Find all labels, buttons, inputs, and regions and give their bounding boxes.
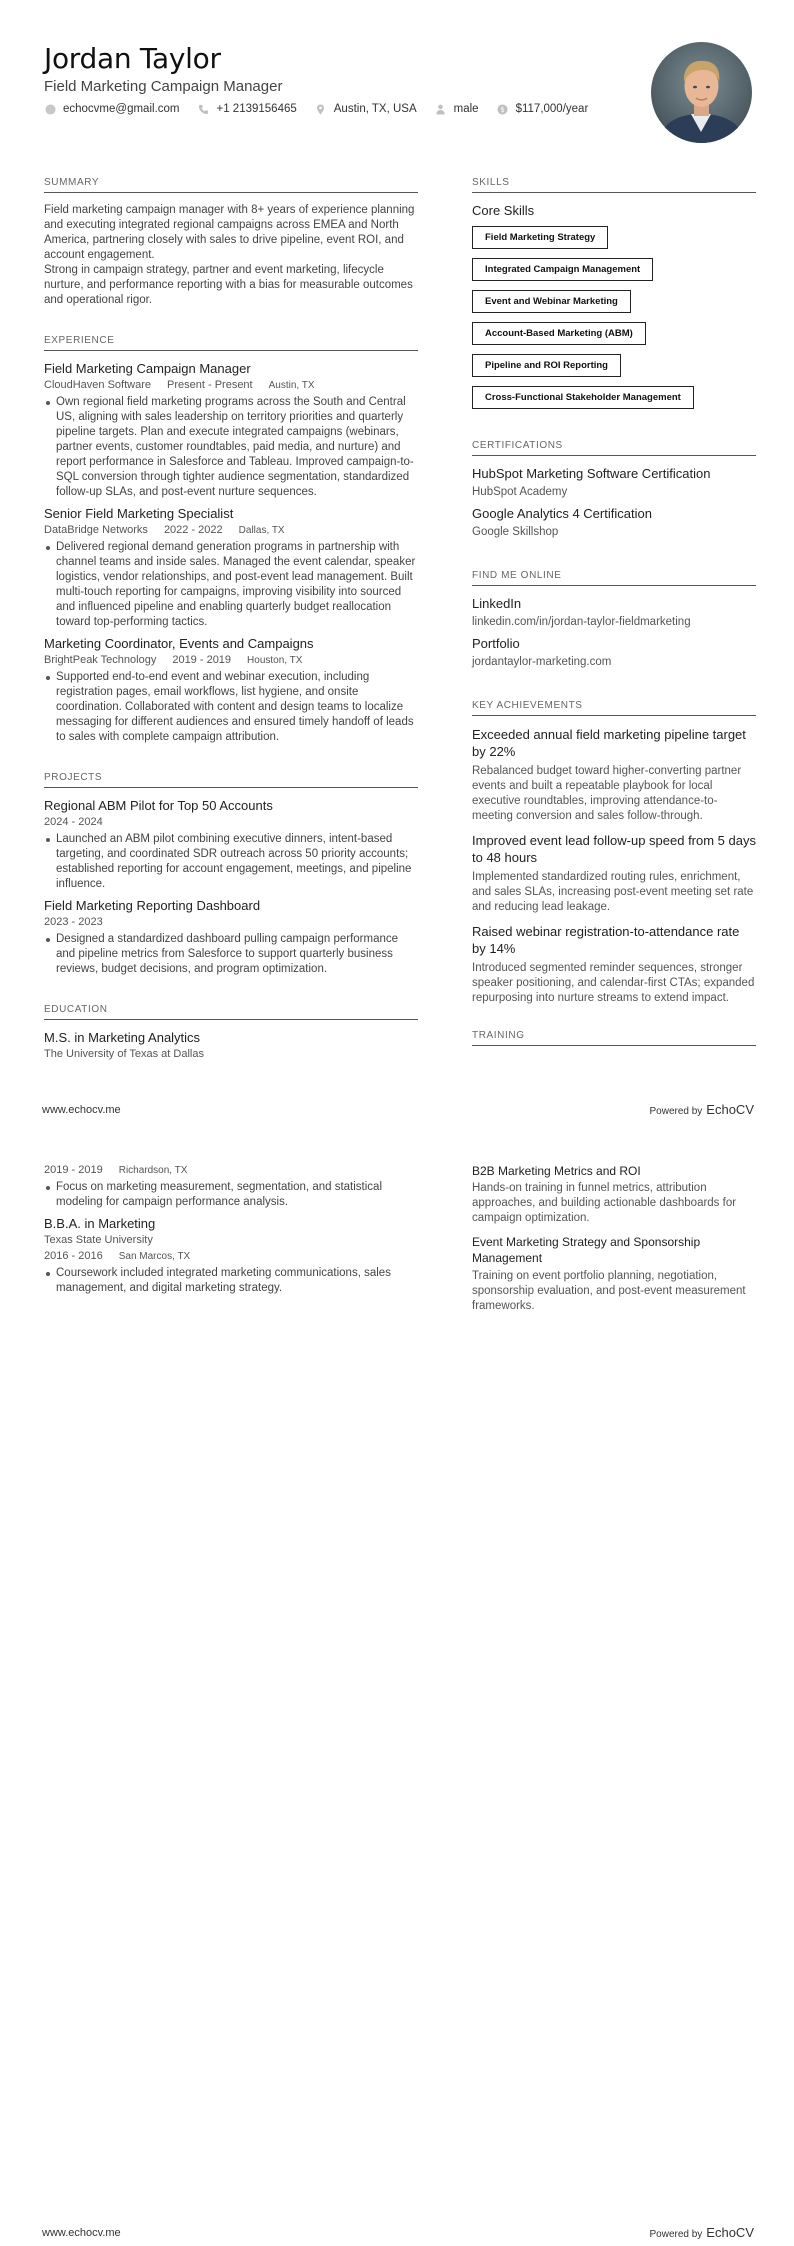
svg-text:$: $ (500, 105, 505, 114)
person-icon (435, 103, 447, 115)
brand-logo: EchoCV (706, 1102, 754, 1117)
summary-heading: SUMMARY (44, 177, 418, 193)
job-meta (44, 379, 418, 391)
education-heading: EDUCATION (44, 1004, 418, 1020)
company-name: CloudHaven Software (44, 379, 152, 391)
cert-issuer: HubSpot Academy (472, 486, 568, 498)
experience-section (44, 335, 418, 745)
experience-item (44, 636, 418, 745)
job-title: Senior Field Marketing Specialist (44, 506, 234, 521)
footer-powered-by (649, 2225, 754, 2240)
education-item (44, 1216, 418, 1296)
education-dates: 2019 - 2019 (44, 1164, 103, 1176)
training-section (472, 1030, 756, 1046)
experience-heading: EXPERIENCE (44, 335, 418, 351)
footer-website[interactable]: www.echocv.me (42, 1104, 121, 1116)
project-bullets (44, 832, 418, 892)
job-bullets (44, 670, 418, 745)
contact-location (315, 103, 417, 115)
achievement-desc: Rebalanced budget toward higher-converting partner events and built a repeatable playbook for local executive roundtables, improving attendance-to-meeting conversion and sales follow-through. (472, 765, 742, 822)
location-text: Austin, TX, USA (333, 103, 417, 115)
salary-text: $117,000/year (515, 103, 589, 115)
job-location: Dallas, TX (238, 524, 285, 536)
contact-email[interactable] (44, 103, 180, 115)
job-title: Marketing Coordinator, Events and Campaigns (44, 636, 314, 651)
job-bullets (44, 395, 418, 500)
project-bullets (44, 932, 418, 977)
achievement-title: Improved event lead follow-up speed from 5 days to 48 hours (472, 833, 756, 865)
achievements-heading: KEY ACHIEVEMENTS (472, 700, 756, 716)
job-location: Austin, TX (268, 379, 315, 391)
training-desc: Hands-on training in funnel metrics, attribution approaches, and building actionable dashboards for campaign optimization. (472, 1182, 737, 1224)
job-title: Field Marketing Campaign Manager (44, 361, 251, 376)
job-meta (44, 524, 418, 536)
achievement-desc: Introduced segmented reminder sequences, stronger speaker positioning, and calendar-first CTAs; expanded repurposing into nurture streams to extend impact. (472, 962, 755, 1004)
cert-name: Google Analytics 4 Certification (472, 506, 652, 521)
online-heading: FIND ME ONLINE (472, 570, 756, 586)
project-title: Regional ABM Pilot for Top 50 Accounts (44, 798, 273, 813)
cert-issuer: Google Skillshop (472, 526, 559, 538)
project-dates: 2023 - 2023 (44, 916, 103, 928)
achievement-title: Exceeded annual field marketing pipeline target by 22% (472, 727, 746, 759)
education-bullets (44, 1266, 418, 1296)
candidate-title: Field Marketing Campaign Manager (44, 78, 283, 95)
project-item (44, 898, 418, 977)
left-column (44, 177, 418, 1064)
skill-tag: Cross-Functional Stakeholder Management (472, 386, 694, 409)
left-column (44, 1164, 418, 1296)
online-label: Portfolio (472, 636, 520, 651)
experience-item (44, 361, 418, 500)
training-heading: TRAINING (472, 1030, 756, 1046)
skills-section (472, 177, 756, 418)
summary-section (44, 177, 418, 308)
gender-text: male (453, 103, 479, 115)
degree-title: B.B.A. in Marketing (44, 1216, 156, 1231)
education-item (44, 1164, 418, 1210)
resume-page-2 (0, 1123, 794, 2246)
summary-paragraph: Field marketing campaign manager with 8+ years of experience planning and executing integrated regional campaigns across EMEA and North America, partnering closely with sales to drive pipeline, event ROI, and account engagement. (44, 204, 415, 261)
online-label: LinkedIn (472, 596, 522, 611)
linkedin-link[interactable]: linkedin.com/in/jordan-taylor-fieldmarketing (472, 616, 691, 628)
education-location: San Marcos, TX (118, 1250, 191, 1262)
certifications-heading: CERTIFICATIONS (472, 440, 756, 456)
phone-text: +1 2139156465 (216, 103, 297, 115)
contact-salary (497, 103, 589, 115)
skill-tag: Event and Webinar Marketing (472, 290, 631, 313)
training-title: B2B Marketing Metrics and ROI (472, 1164, 641, 1178)
project-bullet: Launched an ABM pilot combining executive dinners, intent-based targeting, and coordinated SDR outreach across 50 priority accounts; established reporting for account engagement, meetings, and pipeline influence. (56, 832, 418, 892)
education-dates: 2016 - 2016 (44, 1250, 103, 1262)
job-bullets (44, 540, 418, 630)
salary-icon (497, 103, 509, 115)
achievements-section (472, 700, 756, 1006)
right-column (472, 1164, 756, 1322)
skills-subheading: Core Skills (472, 203, 535, 218)
phone-icon (198, 103, 210, 115)
company-name: BrightPeak Technology (44, 654, 157, 666)
school-name: Texas State University (44, 1234, 153, 1246)
summary-paragraph: Strong in campaign strategy, partner and event marketing, lifecycle nurture, and performance reporting with a bias for measurable outcomes and operational rigor. (44, 264, 413, 306)
profile-photo (651, 42, 752, 143)
portfolio-link[interactable]: jordantaylor-marketing.com (472, 656, 612, 668)
brand-logo: EchoCV (706, 2225, 754, 2240)
education-bullet: Focus on marketing measurement, segmentation, and statistical modeling for campaign performance analysis. (56, 1180, 418, 1210)
projects-heading: PROJECTS (44, 772, 418, 788)
location-pin-icon (315, 103, 327, 115)
skills-list (472, 226, 756, 418)
job-location: Houston, TX (247, 654, 303, 666)
training-desc: Training on event portfolio planning, negotiation, sponsorship evaluation, and post-event measurement frameworks. (472, 1270, 746, 1312)
training-title: Event Marketing Strategy and Sponsorship Management (472, 1235, 701, 1265)
project-title: Field Marketing Reporting Dashboard (44, 898, 261, 913)
powered-label: Powered by (649, 1106, 703, 1117)
email-icon (44, 103, 56, 115)
achievement-title: Raised webinar registration-to-attendance rate by 14% (472, 924, 740, 956)
right-column (472, 177, 756, 1056)
email-text: echocvme@gmail.com (63, 103, 180, 115)
project-bullet: Designed a standardized dashboard pulling campaign performance and pipeline metrics from Salesforce to support quarterly business reviews, budget decisions, and program optimization. (56, 932, 418, 977)
skill-tag: Integrated Campaign Management (472, 258, 653, 281)
company-name: DataBridge Networks (44, 524, 148, 536)
skill-tag: Account-Based Marketing (ABM) (472, 322, 646, 345)
cert-name: HubSpot Marketing Software Certification (472, 466, 711, 481)
project-item (44, 798, 418, 892)
powered-label: Powered by (649, 2229, 703, 2240)
education-location: Richardson, TX (118, 1164, 188, 1176)
education-bullet: Coursework included integrated marketing communications, sales management, and digital marketing strategy. (56, 1266, 418, 1296)
footer-website[interactable]: www.echocv.me (42, 2227, 121, 2239)
education-section (44, 1004, 418, 1060)
contact-phone[interactable] (198, 103, 297, 115)
achievement-desc: Implemented standardized routing rules, enrichment, and sales SLAs, increasing post-event meeting set rate and reducing lead leakage. (472, 871, 754, 913)
projects-section (44, 772, 418, 977)
candidate-name: Jordan Taylor (44, 42, 221, 75)
job-dates: 2019 - 2019 (172, 654, 232, 666)
footer-powered-by (649, 1102, 754, 1117)
education-meta (44, 1250, 418, 1262)
job-dates: 2022 - 2022 (163, 524, 223, 536)
skill-tag: Field Marketing Strategy (472, 226, 608, 249)
contact-row (44, 103, 588, 115)
job-bullet: Delivered regional demand generation programs in partnership with channel teams and inside sales. Managed the event calendar, speaker logistics, vendor relationships, and post-event lead management. Built multi-touch reporting for campaigns, improving visibility into sourced and influenced pipeline and enabling quarterly budget reallocation toward top-performing tactics. (56, 540, 418, 630)
school-name: The University of Texas at Dallas (44, 1048, 204, 1060)
education-bullets (44, 1180, 418, 1210)
education-meta (44, 1164, 418, 1176)
job-bullet: Own regional field marketing programs across the South and Central US, aligning with sales leadership on territory priorities and quarterly pipeline targets. Plan and execute integrated campaigns (webinars, partner events, customer roundtables, paid media, and nurture) and report performance in Salesforce and Tableau. Improved campaign-to-SQL conversion through tighter audience segmentation, standardized follow-up SLAs, and post-event nurture sequences. (56, 395, 418, 500)
experience-item (44, 506, 418, 630)
online-section (472, 570, 756, 668)
job-dates: Present - Present (167, 379, 253, 391)
skill-tag: Pipeline and ROI Reporting (472, 354, 621, 377)
contact-gender (435, 103, 479, 115)
degree-title: M.S. in Marketing Analytics (44, 1030, 201, 1045)
skills-heading: SKILLS (472, 177, 756, 193)
job-meta (44, 654, 418, 666)
job-bullet: Supported end-to-end event and webinar execution, including registration pages, email workflows, list hygiene, and onsite coordination. Collaborated with content and design teams to localize messaging for different audiences and ensured timely handoff of leads to sales with complete campaign attribution. (56, 670, 418, 745)
project-dates: 2024 - 2024 (44, 816, 103, 828)
certifications-section (472, 440, 756, 538)
